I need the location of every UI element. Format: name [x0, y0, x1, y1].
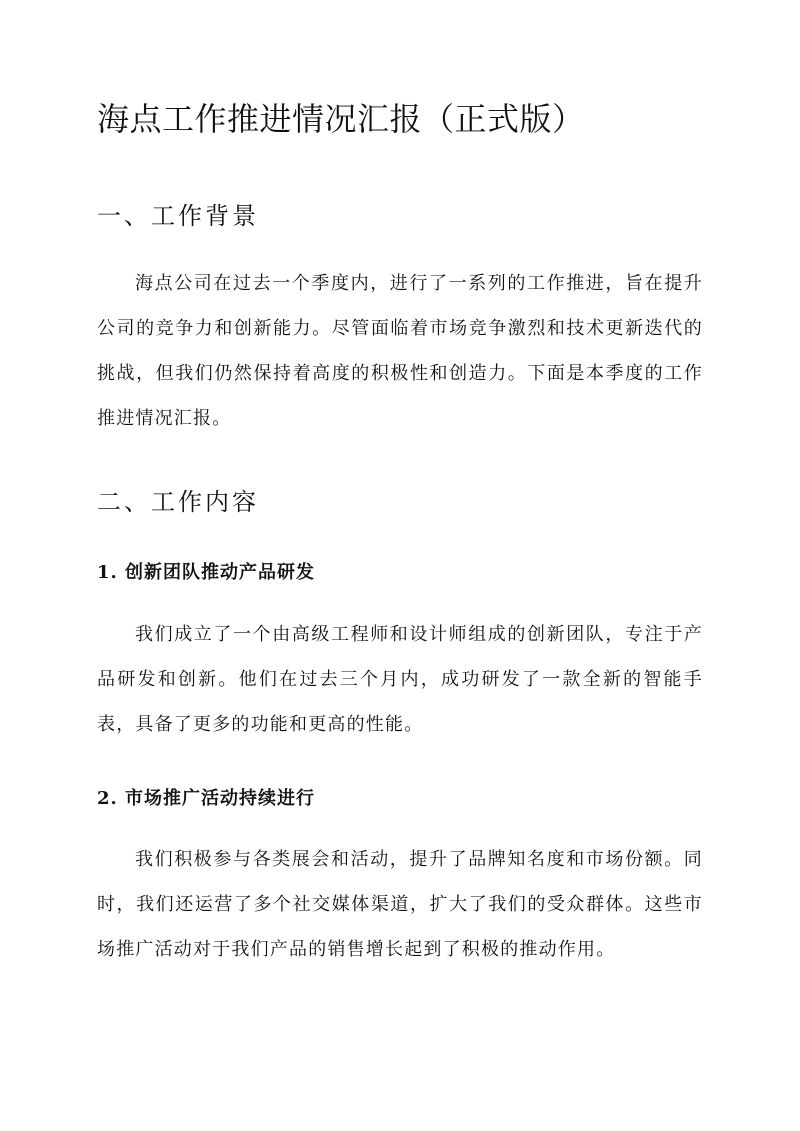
subsection-paragraph-product-rd: 我们成立了一个由高级工程师和设计师组成的创新团队，专注于产品研发和创新。他们在过去三个月内，成功研发了一款全新的智能手表，具备了更多的功能和更高的性能。 — [97, 624, 703, 735]
document-title: 海点工作推进情况汇报（正式版） — [97, 100, 585, 138]
section-heading-content: 二、工作内容 — [97, 488, 259, 516]
subsection-heading-product-rd: 1. 创新团队推动产品研发 — [97, 562, 316, 583]
subsection-paragraph-marketing: 我们积极参与各类展会和活动，提升了品牌知名度和市场份额。同时，我们还运营了多个社交媒体渠道，扩大了我们的受众群体。这些市场推广活动对于我们产品的销售增长起到了积极的推动作用。 — [97, 849, 703, 960]
subsection-heading-marketing: 2. 市场推广活动持续进行 — [97, 788, 316, 809]
section-heading-background: 一、工作背景 — [97, 202, 259, 230]
section-paragraph-background: 海点公司在过去一个季度内，进行了一系列的工作推进，旨在提升公司的竞争力和创新能力。尽管面临着市场竞争激烈和技术更新迭代的挑战，但我们仍然保持着高度的积极性和创造力。下面是本季度的工作推进情况汇报。 — [97, 273, 703, 429]
